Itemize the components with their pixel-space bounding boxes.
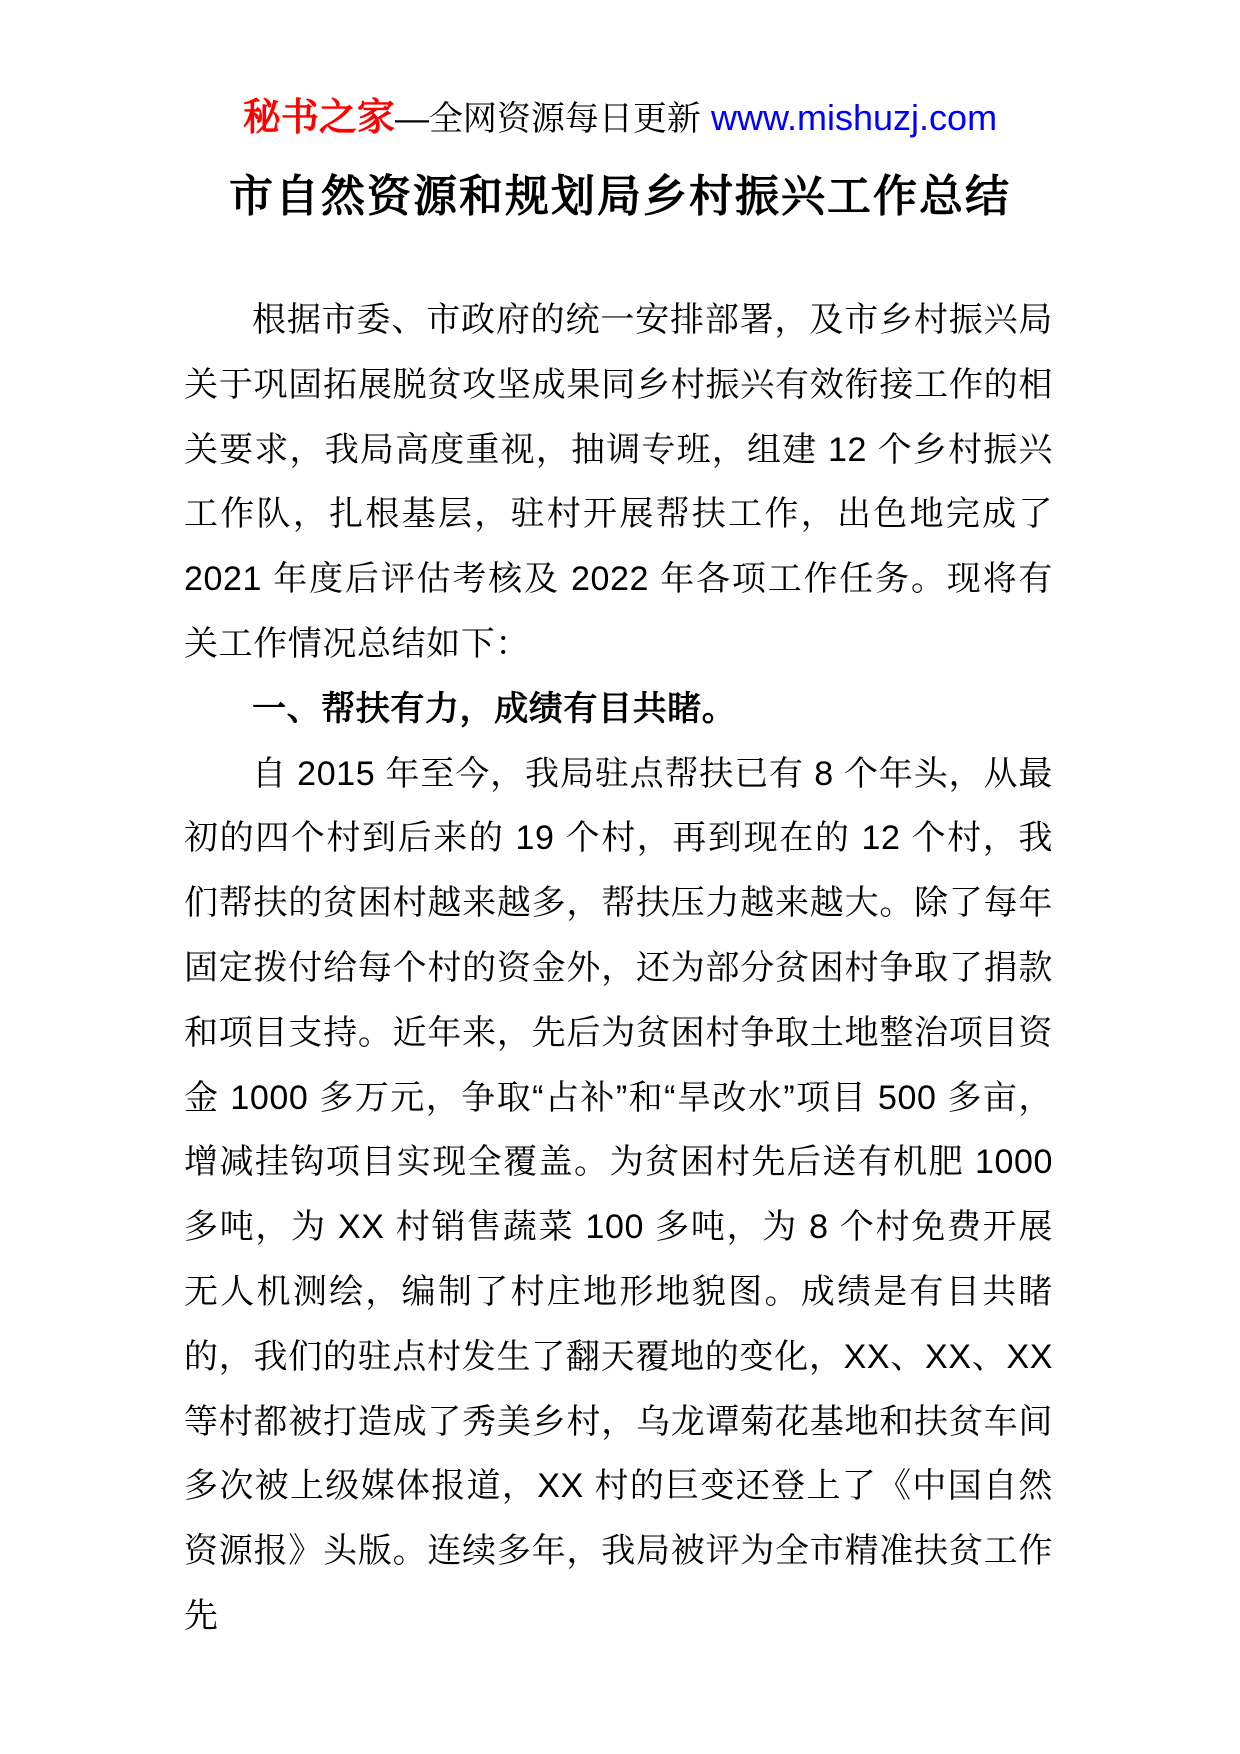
paragraph-section-1-body: 自 2015 年至今，我局驻点帮扶已有 8 个年头，从最初的四个村到后来的 19 个村，再到现在的 12 个村，我们帮扶的贫困村越来越多，帮扶压力越来越大。除了每年固定拨付给每个村的资金外，还为部分贫困村争取了捐款和项目支持。近年来，先后为贫困村争取土地整治项目资金 1000 多万元，争取“占补”和“旱改水”项目 500 多亩，增减挂钩项目实现全覆盖。为贫困村先后送有机肥 1000 多吨，为 XX 村销售蔬菜 100 多吨，为 8 个村免费开展无人机测绘，编制了村庄地形地貌图。成绩是有目共睹的，我们的驻点村发生了翻天覆地的变化，XX、XX、XX 等村都被打造成了秀美乡村，乌龙谭菊花基地和扶贫车间多次被上级媒体报道，XX 村的巨变还登上了《中国自然资源报》头版。连续多年，我局被评为全市精准扶贫工作先 bbox=[184, 754, 1053, 1635]
site-tagline-text: —全网资源每日更新 bbox=[394, 100, 701, 138]
document-title: 市自然资源和规划局乡村振兴工作总结 bbox=[229, 172, 1011, 221]
site-header-banner bbox=[0, 0, 1240, 148]
section-heading-1: 一、帮扶有力，成绩有目共睹。 bbox=[252, 689, 737, 728]
paragraph-intro: 根据市委、市政府的统一安排部署，及市乡村振兴局关于巩固拓展脱贫攻坚成果同乡村振兴有效衔接工作的相关要求，我局高度重视，抽调专班，组建 12 个乡村振兴工作队，扎根基层，驻村开展帮扶工作，出色地完成了 2021 年度后评估考核及 2022 年各项工作任务。现将有关工作情况总结如下： bbox=[184, 301, 1053, 663]
site-url-link[interactable]: www.mishuzj.com bbox=[711, 97, 998, 138]
document-body bbox=[184, 288, 1053, 1649]
site-brand-text: 秘书之家 bbox=[242, 97, 395, 139]
